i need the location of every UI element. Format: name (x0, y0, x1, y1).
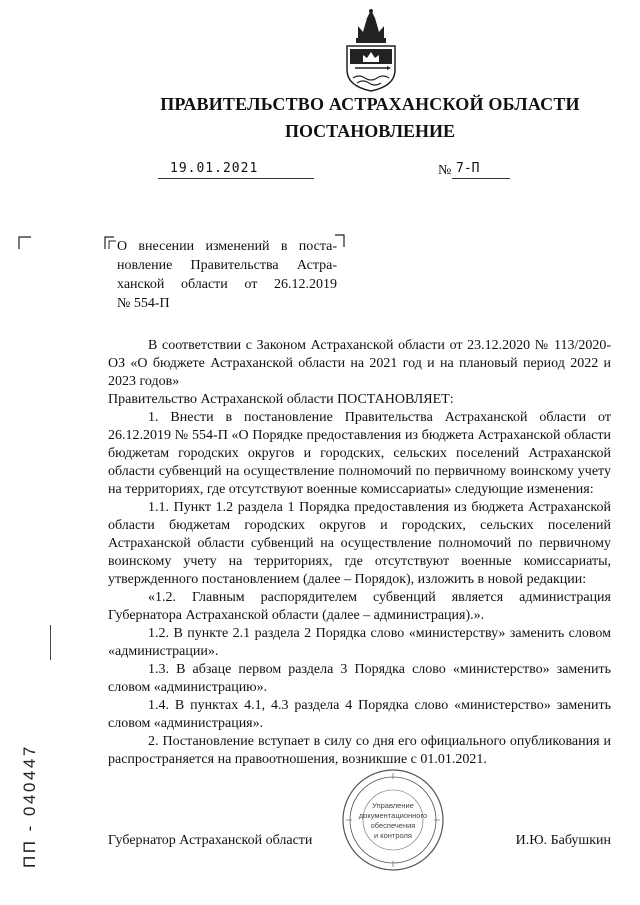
paragraph-item-2: 2. Постановление вступает в силу со дня его официального опубликования и распространяется на правоотношения, возникшие с 01.01.2021. (108, 734, 611, 767)
paragraph-item-1-2: 1.2. В пункте 2.1 раздела 2 Порядка слово «министерству» заменить словом «администрации». (108, 626, 611, 659)
subject-line: № 554-П (117, 296, 170, 311)
stamp-text (341, 801, 445, 841)
astrakhan-coat-of-arms-icon (341, 8, 401, 92)
subject-line: новление Правительства Астра- (117, 258, 337, 273)
stamp-line: Управление (372, 801, 414, 810)
paragraph-new-wording: «1.2. Главным распорядителем субвенций является администрация Губернатора Астраханской области (далее – администрация).». (108, 590, 611, 623)
signatory-position: Губернатор Астраханской области (108, 833, 313, 848)
signatory-name: И.Ю. Бабушкин (515, 833, 611, 848)
paragraph-preamble: В соответствии с Законом Астраханской области от 23.12.2020 № 113/2020-ОЗ «О бюджете Астраханской области на 2021 год и на плановый период 2022 и 2023 годов» (108, 338, 611, 389)
serial-number: ПП - 040447 (20, 744, 39, 868)
document-date: 19.01.2021 (158, 160, 314, 179)
number-sign: № (438, 163, 452, 178)
paragraph-item-1: 1. Внести в постановление Правительства Астраханской области от 26.12.2019 № 554-П «О Порядке предоставления из бюджета Астраханской области бюджетам городских округов и городских, сельских поселений Астраханской области субвенций на осуществление полномочий по первичному воинскому учету на территориях, где отсутствуют военные комиссариаты» следующие изменения: (108, 410, 611, 497)
document-type: ПОСТАНОВЛЕНИЕ (284, 121, 456, 141)
paragraph-decree: Правительство Астраханской области ПОСТАНОВЛЯЕТ: (108, 392, 454, 407)
paragraph-item-1-4: 1.4. В пунктах 4.1, 4.3 раздела 4 Порядка слово «министерство» заменить словом «администрация». (108, 698, 611, 731)
subject-bracket-left-icon (104, 236, 118, 250)
subject-line: О внесении изменений в поста- (117, 239, 337, 254)
corner-mark-icon (18, 236, 32, 250)
document-subject (117, 237, 337, 313)
paragraph-item-1-3: 1.3. В абзаце первом раздела 3 Порядка слово «министерство» заменить словом «администрацию». (108, 662, 611, 695)
paragraph-item-1-1: 1.1. Пункт 1.2 раздела 1 Порядка предоставления из бюджета Астраханской области бюджетам городских округов и городских, сельских поселений Астраханской области субвенций на осуществление полномочий по первичному воинскому учету на территориях, где отсутствуют военные комиссариаты, утвержденного постановлением (далее – Порядок), изложить в новой редакции: (108, 500, 611, 587)
stamp-line: и контроля (373, 831, 412, 840)
organization-name: ПРАВИТЕЛЬСТВО АСТРАХАНСКОЙ ОБЛАСТИ (160, 94, 580, 114)
subject-line: ханской области от 26.12.2019 (117, 277, 337, 292)
document-number: 7-П (452, 160, 510, 179)
stamp-line: обеспечения (370, 821, 416, 830)
stamp-line: документационного (358, 811, 428, 820)
margin-line (50, 625, 51, 660)
document-body (108, 337, 611, 769)
official-stamp (341, 768, 445, 872)
